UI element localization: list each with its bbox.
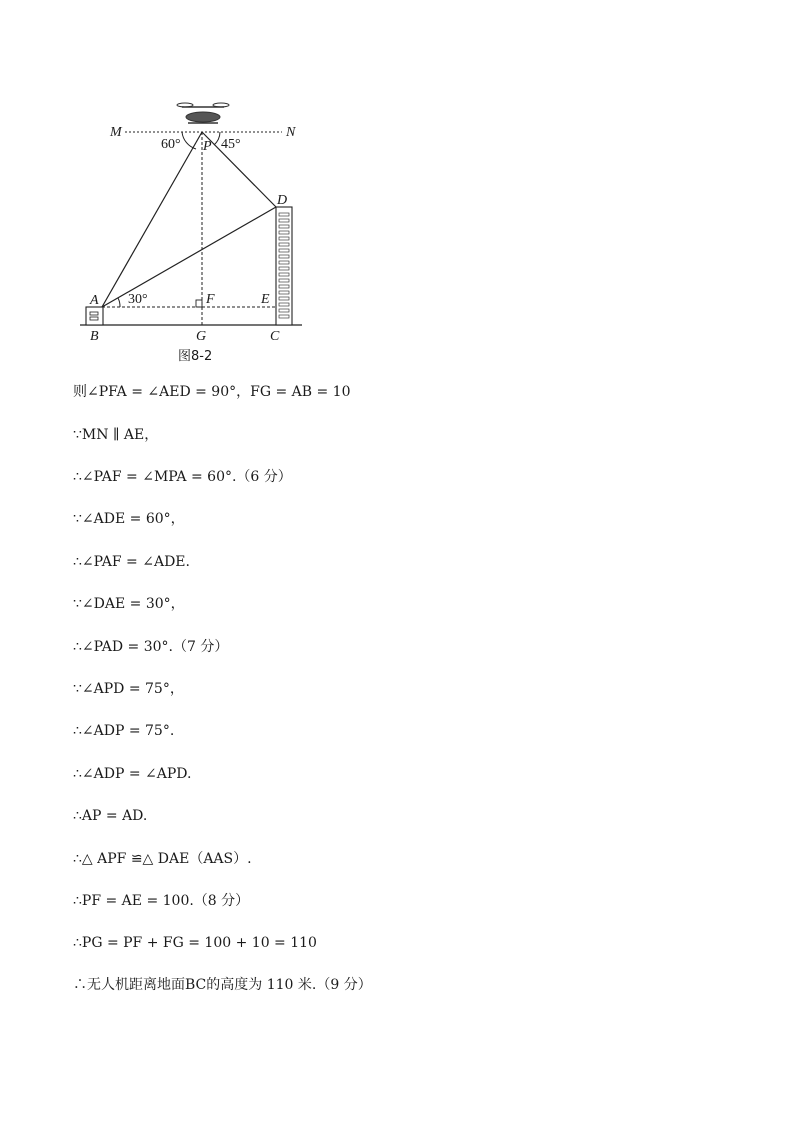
label-c: C <box>270 329 280 344</box>
solution-line-3: ∴∠PAF = ∠MPA = 60°.（6 分） <box>73 469 292 485</box>
label-b: B <box>90 329 99 344</box>
solution-line-4: ∵∠ADE = 60°， <box>73 511 185 527</box>
solution-line-14: ∴PG = PF + FG = 100 + 10 = 110 <box>73 935 317 951</box>
solution-line-12: ∴△ APF ≌△ DAE（AAS）. <box>73 851 252 867</box>
angle-label-60: 60° <box>161 137 181 152</box>
building-dc <box>276 207 292 325</box>
label-a: A <box>90 293 99 308</box>
angle-label-30: 30° <box>128 292 148 307</box>
solution-line-1: 则∠PFA = ∠AED = 90°，FG = AB = 10 <box>73 384 351 400</box>
figure-svg <box>70 95 330 375</box>
arc-30 <box>118 298 120 307</box>
solution-line-8: ∵∠APD = 75°， <box>73 681 184 697</box>
solution-line-15: ∴无人机距离地面BC的高度为 110 米.（9 分） <box>73 977 372 993</box>
label-n: N <box>286 125 296 140</box>
solution-line-6: ∵∠DAE = 30°， <box>73 596 185 612</box>
segment-pa <box>102 132 202 307</box>
solution-line-11: ∴AP = AD. <box>73 808 148 824</box>
solution-line-13: ∴PF = AE = 100.（8 分） <box>73 893 250 909</box>
geometry-figure <box>70 95 330 375</box>
solution-line-10: ∴∠ADP = ∠APD. <box>73 766 192 782</box>
label-f: F <box>206 292 215 307</box>
drone-icon <box>177 103 229 123</box>
right-angle-mark <box>196 300 202 307</box>
angle-label-45: 45° <box>221 137 241 152</box>
label-g: G <box>196 329 207 344</box>
solution-line-7: ∴∠PAD = 30°.（7 分） <box>73 639 229 655</box>
label-d: D <box>277 193 288 208</box>
building-ab <box>86 307 103 325</box>
label-e: E <box>261 292 270 307</box>
label-m: M <box>110 125 122 140</box>
label-p: P <box>203 139 212 154</box>
solution-line-2: ∵MN ∥ AE， <box>73 427 159 443</box>
solution-line-5: ∴∠PAF = ∠ADE. <box>73 554 190 570</box>
arc-45 <box>214 132 220 145</box>
figure-caption: 图8-2 <box>178 349 213 364</box>
solution-line-9: ∴∠ADP = 75°. <box>73 723 175 739</box>
